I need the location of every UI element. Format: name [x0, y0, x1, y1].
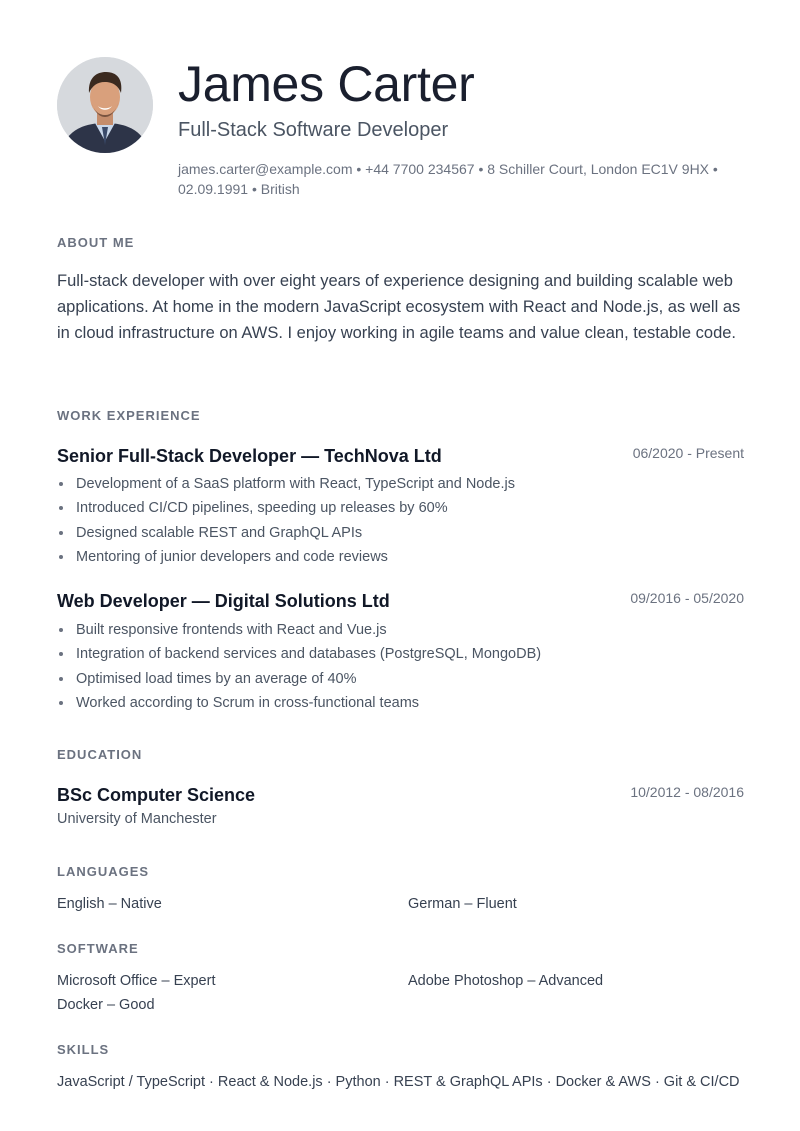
job-bullets: [57, 472, 747, 569]
list-item: Integration of backend services and databases (PostgreSQL, MongoDB): [57, 642, 747, 666]
job-date: 06/2020 - Present: [632, 445, 744, 461]
list-item: Designed scalable REST and GraphQL APIs: [57, 521, 747, 545]
contact-details: james.carter@example.com • +44 7700 234567 • 8 Schiller Court, London EC1V 9HX • 02.09.1991 • British: [178, 161, 718, 197]
skills-section-title: SKILLS: [57, 1042, 110, 1057]
school-name: University of Manchester: [57, 811, 217, 827]
software-item: Adobe Photoshop – Advanced: [408, 973, 604, 989]
job-title: Senior Full-Stack Developer — TechNova Ltd: [57, 446, 442, 466]
degree-title: BSc Computer Science: [57, 785, 256, 805]
candidate-role: Full-Stack Software Developer: [178, 119, 449, 141]
list-item: Development of a SaaS platform with React, TypeScript and Node.js: [57, 472, 747, 496]
language-item: English – Native: [57, 896, 162, 912]
list-item: Optimised load times by an average of 40%: [57, 667, 747, 691]
job-date: 09/2016 - 05/2020: [630, 590, 744, 606]
language-item: German – Fluent: [408, 896, 517, 912]
software-section-title: SOFTWARE: [57, 941, 139, 956]
job-bullets: [57, 618, 747, 715]
skills-text: JavaScript / TypeScript · React & Node.js · Python · REST & GraphQL APIs · Docker & AWS · Git & CI/CD: [57, 1074, 740, 1090]
list-item: Worked according to Scrum in cross-functional teams: [57, 691, 747, 715]
list-item: Built responsive frontends with React and Vue.js: [57, 618, 747, 642]
list-item: Introduced CI/CD pipelines, speeding up releases by 60%: [57, 496, 747, 520]
resume-header: [57, 57, 747, 207]
software-item: Microsoft Office – Expert: [57, 973, 216, 989]
portrait-image: [57, 57, 153, 153]
about-section-title: ABOUT ME: [57, 235, 135, 250]
education-section-title: EDUCATION: [57, 747, 143, 762]
list-item: Mentoring of junior developers and code reviews: [57, 545, 747, 569]
candidate-name: James Carter: [178, 56, 475, 112]
profile-photo: [57, 57, 153, 153]
work-section-title: WORK EXPERIENCE: [57, 408, 201, 423]
software-item: Docker – Good: [57, 997, 155, 1013]
languages-section-title: LANGUAGES: [57, 864, 150, 879]
about-text: Full-stack developer with over eight years of experience designing and building scalable web applications. At home in the modern JavaScript ecosystem with React and Node.js, as well as in cloud infrastructure on AWS. I enjoy working in agile teams and value clean, testable code.: [57, 272, 741, 342]
education-date: 10/2012 - 08/2016: [630, 784, 744, 800]
job-title: Web Developer — Digital Solutions Ltd: [57, 591, 390, 611]
